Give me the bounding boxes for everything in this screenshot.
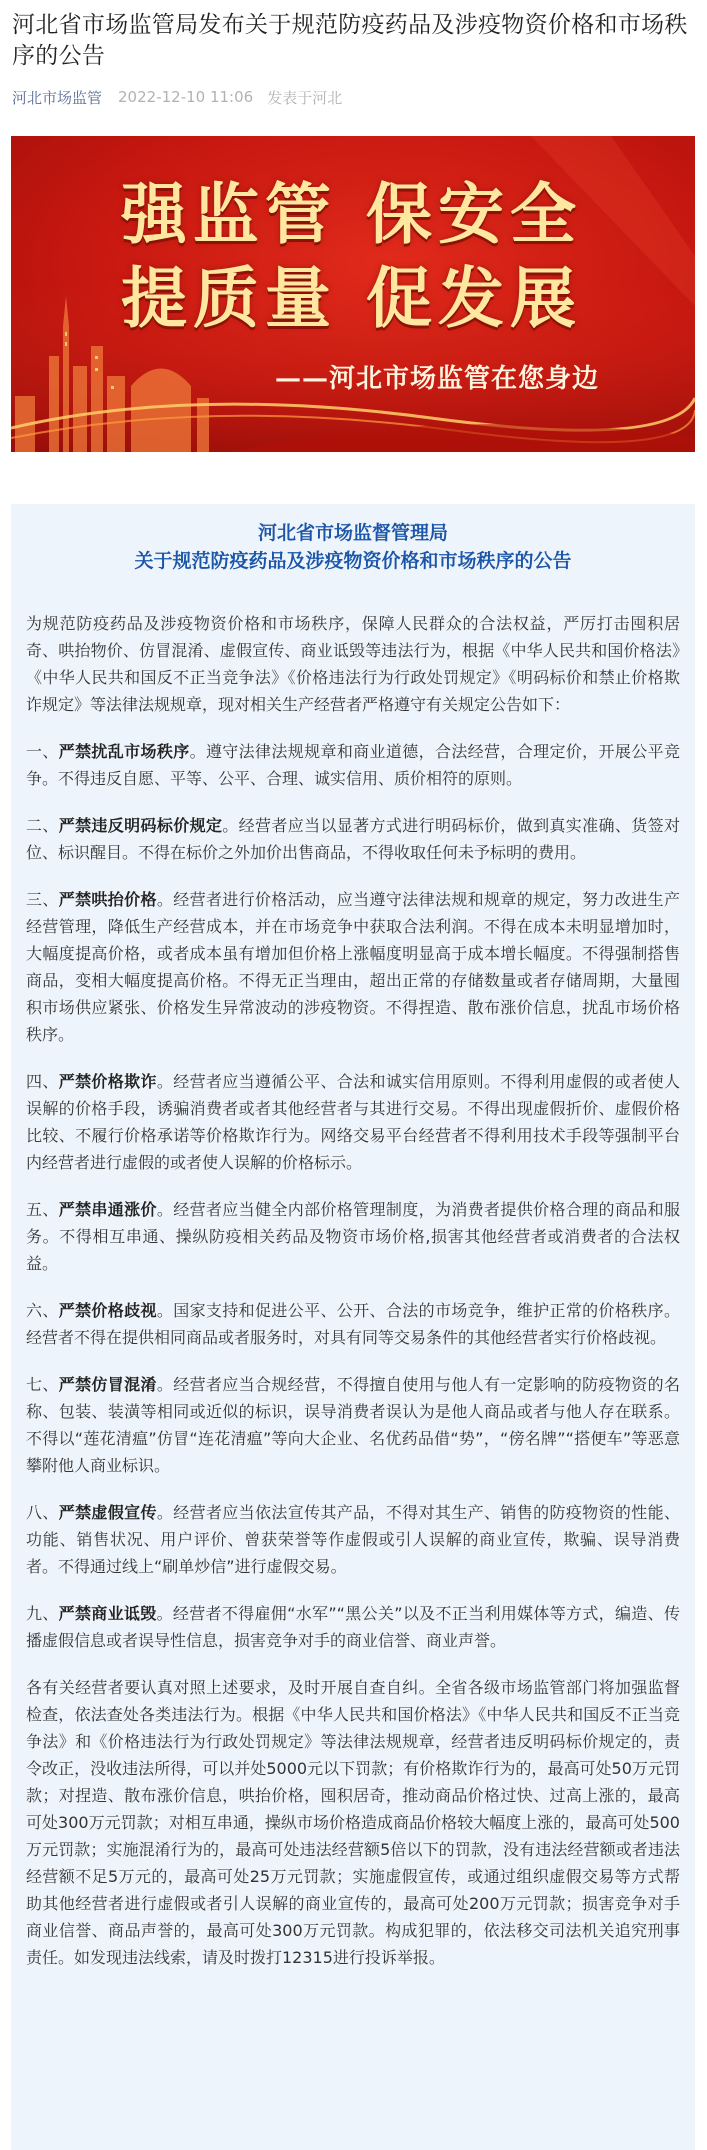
item-text: 。遵守法律法规规章和商业道德，合法经营，合理定价，开展公平竞争。不得违反自愿、平等、公平、合理、诚实信用、质价相符的原则。 [26,742,680,788]
notice-item [26,886,680,1048]
notice-item [26,1499,680,1580]
item-text: 。经营者应当遵循公平、合法和诚实信用原则。不得利用虚假的或者使人误解的价格手段，诱骗消费者或者其他经营者与其进行交易。不得出现虚假折价、虚假价格比较、不履行价格承诺等价格欺诈行为。网络交易平台经营者不得利用技术手段等强制平台内经营者进行虚假的或者使人误解的价格标示。 [26,1072,680,1172]
item-heading: 严禁价格欺诈 [58,1072,157,1091]
item-number: 八、 [26,1503,59,1522]
item-heading: 严禁仿冒混淆 [58,1375,157,1394]
item-number: 七、 [26,1375,59,1394]
item-heading: 严禁串通涨价 [58,1200,157,1219]
item-text: 。经营者进行价格活动，应当遵守法律法规和规章的规定，努力改进生产经营管理，降低生产经营成本，并在市场竞争中获取合法利润。不得在成本未明显增加时，大幅度提高价格，或者成本虽有增加但价格上涨幅度明显高于成本增长幅度。不得强制搭售商品，变相大幅度提高价格。不得无正当理由，超出正常的存储数量或者存储周期，大量囤积市场供应紧张、价格发生异常波动的涉疫物资。不得捏造、散布涨价信息，扰乱市场价格秩序。 [26,890,680,1044]
item-number: 五、 [26,1200,59,1219]
notice-item [26,1068,680,1176]
account-name-link[interactable]: 河北市场监管 [12,88,103,107]
banner-headline-2: 提质量 促发展 [121,259,582,337]
publish-location: 发表于河北 [267,88,343,107]
publish-date: 2022-12-10 11:06 [118,88,254,106]
item-number: 一、 [26,742,59,761]
article-meta [0,72,707,108]
item-heading: 严禁虚假宣传 [58,1503,157,1522]
banner-headline-1: 强监管 保安全 [121,175,582,253]
item-number: 三、 [26,890,59,909]
notice-intro: 为规范防疫药品及涉疫物资价格和市场秩序，保障人民群众的合法权益，严厉打击囤积居奇、哄抬物价、仿冒混淆、虚假宣传、商业诋毁等违法行为，根据《中华人民共和国价格法》《中华人民共和国反不正当竞争法》《价格违法行为行政处罚规定》《明码标价和禁止价格欺诈规定》等法律法规规章，现对相关生产经营者严格遵守有关规定公告如下： [26,614,680,714]
item-heading: 严禁价格歧视 [58,1301,157,1320]
item-heading: 严禁商业诋毁 [58,1604,157,1623]
item-number: 六、 [26,1301,59,1320]
notice-body [11,574,695,1971]
item-number: 九、 [26,1604,59,1623]
article-title: 河北省市场监管局发布关于规范防疫药品及涉疫物资价格和市场秩序的公告 [12,12,688,69]
item-number: 二、 [26,816,59,835]
item-heading: 严禁违反明码标价规定 [58,816,223,835]
notice-organization: 河北省市场监督管理局 [257,522,448,544]
notice-title: 关于规范防疫药品及涉疫物资价格和市场秩序的公告 [134,550,572,572]
item-text: 。经营者不得雇佣“水军”“黑公关”以及不正当利用媒体等方式，编造、传播虚假信息或者误导性信息，损害竞争对手的商业信誉、商业声誉。 [26,1604,680,1650]
item-heading: 严禁扰乱市场秩序 [58,742,190,761]
banner-slogan: ——河北市场监管在您身边 [275,364,600,394]
item-text: 。国家支持和促进公平、公开、合法的市场竞争，维护正常的价格秩序。经营者不得在提供相同商品或者服务时，对具有同等交易条件的其他经营者实行价格歧视。 [26,1301,680,1347]
item-text: 。经营者应当健全内部价格管理制度，为消费者提供价格合理的商品和服务。不得相互串通、操纵防疫相关药品及物资市场价格,损害其他经营者或消费者的合法权益。 [26,1200,680,1273]
notice-item [26,812,680,866]
item-number: 四、 [26,1072,59,1091]
notice-box [11,504,695,2150]
notice-item [26,1600,680,1654]
item-heading: 严禁哄抬价格 [58,890,157,909]
item-text: 。经营者应当依法宣传其产品，不得对其生产、销售的防疫物资的性能、功能、销售状况、用户评价、曾获荣誉等作虚假或引人误解的商业宣传，欺骗、误导消费者。不得通过线上“刷单炒信”进行虚假交易。 [26,1503,680,1576]
item-text: 。经营者应当以显著方式进行明码标价，做到真实准确、货签对位、标识醒目。不得在标价之外加价出售商品，不得收取任何未予标明的费用。 [26,816,680,862]
notice-closing: 各有关经营者要认真对照上述要求，及时开展自查自纠。全省各级市场监管部门将加强监督检查，依法查处各类违法行为。根据《中华人民共和国价格法》《中华人民共和国反不正当竞争法》和《价格违法行为行政处罚规定》等法律法规规章，经营者违反明码标价规定的，责令改正，没收违法所得，可以并处5000元以下罚款；有价格欺诈行为的，最高可处50万元罚款；对捏造、散布涨价信息，哄抬价格，囤积居奇，推动商品价格过快、过高上涨的，最高可处300万元罚款；对相互串通，操纵市场价格造成商品价格较大幅度上涨的，最高可处500万元罚款；实施混淆行为的，最高可处违法经营额5倍以下的罚款，没有违法经营额或者违法经营额不足5万元的，最高可处25万元罚款；实施虚假宣传，或通过组织虚假交易等方式帮助其他经营者进行虚假或者引人误解的商业宣传的，最高可处200万元罚款；损害竞争对手商业信誉、商品声誉的，最高可处300万元罚款。构成犯罪的，依法移交司法机关追究刑事责任。如发现违法线索，请及时拨打12315进行投诉举报。 [26,1678,680,1967]
notice-item [26,1297,680,1351]
notice-item [26,738,680,792]
notice-item [26,1196,680,1277]
item-text: 。经营者应当合规经营，不得擅自使用与他人有一定影响的防疫物资的名称、包装、装潢等相同或近似的标识，误导消费者误认为是他人商品或者与他人存在联系。不得以“莲花清瘟”仿冒“连花清瘟”等向大企业、名优药品借“势”，“傍名牌”“搭便车”等恶意攀附他人商业标识。 [26,1375,680,1475]
banner-image [11,136,695,452]
notice-item [26,1371,680,1479]
